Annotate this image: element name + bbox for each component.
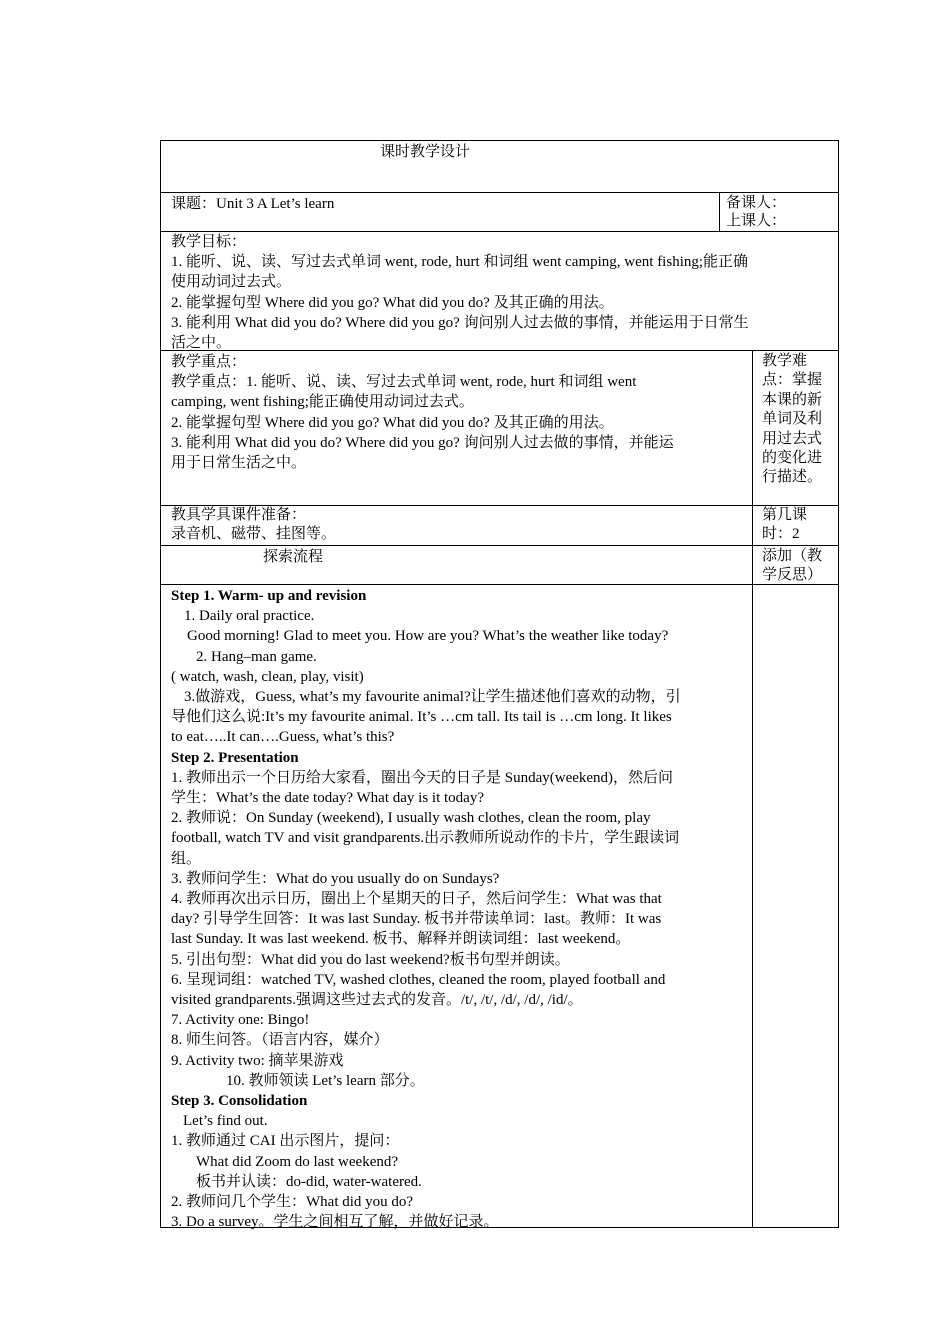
lesson-number-line: 时：2 bbox=[762, 525, 800, 542]
process-line: last Sunday. It was last weekend. 板书、解释并朗读词组：last weekend。 bbox=[171, 931, 631, 948]
teaching-process bbox=[171, 586, 681, 1233]
row-divider bbox=[160, 192, 839, 193]
materials-content: 录音机、磁带、挂图等。 bbox=[171, 525, 337, 542]
process-line: 6. 呈现词组：watched TV, washed clothes, cleaned the room, played football and bbox=[171, 971, 666, 988]
materials-heading: 教具学具课件准备： bbox=[171, 507, 307, 523]
column-divider bbox=[752, 350, 753, 1228]
key-point-line: 3. 能利用 What did you do? Where did you go? 询问别人过去做的事情，并能运 bbox=[171, 434, 674, 451]
objective-line: 活之中。 bbox=[171, 335, 232, 352]
process-line: 2. 教师问几个学生：What did you do? bbox=[171, 1194, 414, 1211]
process-line: 1. Daily oral practice. bbox=[184, 608, 315, 625]
process-line: 7. Activity one: Bingo! bbox=[171, 1012, 310, 1029]
process-line: Let’s find out. bbox=[183, 1113, 268, 1130]
objectives-section bbox=[171, 232, 749, 353]
process-line: 8. 师生问答。（语言内容，媒介） bbox=[171, 1032, 389, 1049]
key-points-heading: 教学重点： bbox=[171, 354, 247, 370]
process-line: 板书并认读：do-did, water-watered. bbox=[196, 1173, 422, 1190]
difficulty-line: 教学难 bbox=[762, 353, 808, 369]
step-title bbox=[171, 586, 681, 606]
step1-title: Step 1. Warm- up and revision bbox=[171, 588, 367, 604]
process-line: 10. 教师领读 Let’s learn 部分。 bbox=[226, 1072, 425, 1089]
objectives-heading: 教学目标： bbox=[171, 234, 247, 250]
process-line: football, watch TV and visit grandparents.出示教师所说动作的卡片，学生跟读词 bbox=[171, 830, 680, 847]
key-point-line: camping, went fishing;能正确使用动词过去式。 bbox=[171, 394, 474, 411]
key-point-line: 2. 能掌握句型 Where did you go? What did you do? 及其正确的用法。 bbox=[171, 414, 614, 431]
process-line: 5. 引出句型：What did you do last weekend?板书句型并朗读。 bbox=[171, 951, 570, 968]
difficulty-section bbox=[762, 352, 822, 488]
lesson-topic: 课题：Unit 3 A Let’s learn bbox=[171, 196, 335, 212]
page-title: 课时教学设计 bbox=[380, 144, 471, 160]
process-line: 导他们这么说:It’s my favourite animal. It’s …cm tall. Its tail is …cm long. It likes bbox=[171, 709, 672, 726]
key-point-line: 教学重点：1. 能听、说、读、写过去式单词 went, rode, hurt 和词组 went bbox=[171, 374, 637, 391]
key-point-line: 用于日常生活之中。 bbox=[171, 455, 307, 472]
objective-line: 3. 能利用 What did you do? Where did you go? 询问别人过去做的事情，并能运用于日常生 bbox=[171, 314, 749, 331]
class-teacher-label: 上课人： bbox=[726, 213, 787, 229]
process-line: 3.做游戏，Guess, what’s my favourite animal?让学生描述他们喜欢的动物，引 bbox=[184, 689, 681, 706]
process-line: 9. Activity two: 摘苹果游戏 bbox=[171, 1052, 344, 1069]
process-line: 组。 bbox=[171, 850, 202, 867]
process-line: 3. 教师问学生：What do you usually do on Sundays? bbox=[171, 870, 500, 887]
process-line: What did Zoom do last weekend? bbox=[196, 1153, 399, 1170]
row-divider bbox=[160, 584, 839, 585]
materials-section bbox=[171, 506, 336, 543]
objective-line: 2. 能掌握句型 Where did you go? What did you do? 及其正确的用法。 bbox=[171, 294, 614, 311]
difficulty-line: 的变化进 bbox=[762, 450, 823, 467]
reflection-header-line: 添加（教 bbox=[762, 548, 823, 564]
difficulty-line: 行描述。 bbox=[762, 469, 823, 486]
column-divider bbox=[719, 192, 720, 231]
lesson-number-section bbox=[762, 506, 807, 543]
process-line: 学生：What’s the date today? What day is it today? bbox=[171, 790, 484, 807]
step-title bbox=[171, 1091, 681, 1111]
process-line: to eat…..It can….Guess, what’s this? bbox=[171, 729, 395, 746]
step3-title: Step 3. Consolidation bbox=[171, 1093, 308, 1110]
lesson-number-line: 第几课 bbox=[762, 507, 808, 523]
difficulty-line: 本课的新 bbox=[762, 391, 823, 408]
process-line: 4. 教师再次出示日历，圈出上个星期天的日子，然后问学生：What was that bbox=[171, 891, 662, 908]
process-line: 1. 教师通过 CAI 出示图片，提问： bbox=[171, 1133, 400, 1150]
process-line: 3. Do a survey。学生之间相互了解，并做好记录。 bbox=[171, 1214, 499, 1231]
reflection-header bbox=[762, 547, 822, 584]
difficulty-line: 用过去式 bbox=[762, 430, 823, 447]
key-points-section bbox=[171, 352, 674, 473]
reflection-header-line: 学反思） bbox=[762, 566, 823, 583]
process-line: 2. 教师说：On Sunday (weekend), I usually wash clothes, clean the room, play bbox=[171, 810, 651, 827]
objective-line: 使用动词过去式。 bbox=[171, 274, 292, 291]
difficulty-line: 点：掌握 bbox=[762, 372, 823, 389]
step-title bbox=[171, 748, 681, 768]
difficulty-line: 单词及利 bbox=[762, 411, 823, 428]
process-line: 1. 教师出示一个日历给大家看，圈出今天的日子是 Sunday(weekend)，然后问 bbox=[171, 769, 674, 786]
process-line: visited grandparents.强调这些过去式的发音。/t/, /t/, /d/, /d/, /id/。 bbox=[171, 992, 583, 1009]
process-line: 2. Hang–man game. bbox=[196, 648, 317, 665]
process-line: ( watch, wash, clean, play, visit) bbox=[171, 668, 364, 685]
row-divider bbox=[160, 545, 839, 546]
objective-line: 1. 能听、说、读、写过去式单词 went, rode, hurt 和词组 went camping, went fishing;能正确 bbox=[171, 254, 749, 271]
process-header: 探索流程 bbox=[263, 549, 324, 565]
process-line: Good morning! Glad to meet you. How are you? What’s the weather like today? bbox=[187, 628, 669, 645]
process-line: day? 引导学生回答：It was last Sunday. 板书并带读单词：last。教师：It was bbox=[171, 911, 662, 928]
step2-title: Step 2. Presentation bbox=[171, 749, 299, 766]
prep-teacher-label: 备课人： bbox=[726, 195, 787, 211]
